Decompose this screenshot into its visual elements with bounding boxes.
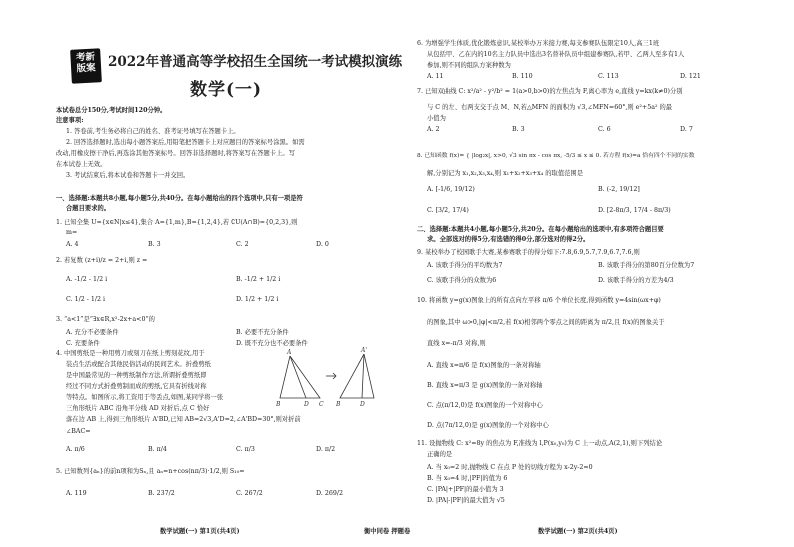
question-4-line: 落在边 AB 上,得到三角形纸片 A'BD,已知 AB=2√3,A'D=2,∠A'BD=30°,则对折前	[66, 416, 301, 423]
q3-option-d: D. 既不充分也不必要条件	[236, 340, 308, 347]
question-9: 9. 某校举办了校园歌手大赛,某参赛歌手的得分如下:7.8,6.9,5.7,7.9,6.7,7.6,则	[417, 249, 640, 256]
question-7-line: 与 C 的左、右两支交于点 M、N,若△MFN 的面积为 √3,∠MFN=60°,则 e²+5a² 的最	[427, 104, 673, 111]
question-6-line: 参加,则不同的组队方案种数为	[427, 62, 511, 69]
subject-title: 数学(一)	[190, 80, 263, 100]
section2-heading: 二、选择题:本题共4小题,每小题5分,共20分。在每小题给出的选项中,有多项符合题目要	[417, 226, 664, 233]
question-10: 10. 将函数 y=g(x)图象上的所有点向左平移 π/6 个单位长度,得到函数 y=4sin(ωx+φ)	[417, 297, 661, 304]
label-a: A	[287, 349, 292, 356]
center-footer: 衡中同卷 押题卷	[364, 528, 411, 535]
question-4-line: 是中国最常见的一种剪纸制作方法,所谓折叠剪纸即	[66, 372, 207, 379]
note-line: 2. 回答选择题时,选出每小题答案后,用铅笔把答题卡上对应题目的答案标号涂黑。如需	[66, 139, 305, 146]
fold-line	[362, 354, 364, 398]
question-4: 4. 中国剪纸是一种用剪刀或刻刀在纸上剪刻花纹,用于	[56, 350, 205, 357]
q4-option-d: D. π/2	[316, 446, 336, 453]
folded-triangle	[340, 354, 374, 398]
q3-option-c: C. 充要条件	[66, 340, 100, 347]
note-line: 在本试卷上无效。	[56, 161, 107, 168]
q11-option-c: C. |PA|+|PF|的最小值为 3	[427, 486, 504, 493]
q1-option-d: D. 0	[316, 241, 329, 248]
q11-option-b: B. 当 x₀=4 时,|PF|的值为 6	[427, 475, 508, 482]
question-10-line: 的图象,其中 ω>0,|φ|<π/2,若 f(x)相邻两个零点之间的距离为 π/2,且 f(x)的图象关于	[427, 319, 665, 326]
question-6-line: 从包括甲、乙在内的10名主力队员中选出3名替补队员中组建参赛队,若甲、乙两人至多有1人	[427, 51, 685, 58]
q10-option-b: B. 直线 x=π/3 是 g(x)图象的一条对称轴	[427, 382, 543, 389]
q9-option-a: A. 该歌手得分的平均数为7	[427, 262, 503, 269]
label-a-prime: A'	[361, 347, 367, 354]
question-7: 7. 已知双曲线 C: x²/a² - y²/b² = 1(a>0,b>0)的左焦点为 F,离心率为 e,直线 y=kx(k≠0)分别	[417, 88, 683, 95]
question-10-line: 直线 x=-π/3 对称,则	[427, 340, 486, 347]
question-11-line: 正确的是	[427, 451, 453, 458]
question-4-line: 三角形纸片 ABC 沿角平分线 AD 对折后,点 C 恰好	[66, 405, 210, 412]
question-6: 6. 为增强学生体质,优化锻炼意识,某校举办万米接力赛,每支参赛队伍限定10人,高三1班	[417, 40, 660, 47]
logo-text-1: 考新	[75, 51, 96, 64]
section1-heading-cont: 合题目要求的。	[66, 205, 111, 212]
q4-option-b: B. π/4	[148, 446, 167, 453]
q8-option-b: B. (-2, 19/12]	[598, 186, 640, 193]
folded-triangle-figure	[276, 346, 388, 408]
q5-option-b: B. 237/2	[148, 490, 175, 497]
q11-option-a: A. 当 x₀=2 时,抛物线 C 在点 P 处的切线方程为 x-2y-2=0	[427, 464, 593, 471]
section2-heading-cont: 求。全部选对的得5分,有选错的得0分,部分选对的得2分。	[427, 236, 590, 243]
question-4-line: 经过不同方式折叠剪制而成的剪纸,它具有折线对称	[66, 383, 207, 390]
question-4-line: 装点生活或配合其他民俗活动的民间艺术。折叠剪纸	[66, 361, 211, 368]
q1-option-b: B. 3	[148, 241, 161, 248]
label-b2: B	[336, 401, 341, 408]
q7-option-a: A. 2	[427, 126, 440, 133]
q4-option-a: A. π/6	[66, 446, 85, 453]
question-5: 5. 已知数列{aₙ}的前n项和为Sₙ,且 aₙ=n+cos(nπ/3)·1/2,则 S₁₀=	[56, 468, 245, 475]
q6-option-b: B. 110	[512, 73, 533, 80]
q6-option-c: C. 113	[598, 73, 619, 80]
q6-option-a: A. 11	[427, 73, 444, 80]
label-c: C	[319, 401, 324, 408]
q2-option-b: B. -1/2 + 1/2 i	[236, 276, 281, 283]
note-line: 1. 答卷前,考生务必将自己的姓名、准考证号填写在答题卡上。	[66, 128, 240, 135]
q4-option-c: C. π/3	[236, 446, 255, 453]
q8-option-d: D. [2-8π/3, 17/4 - 8π/3)	[598, 207, 671, 214]
label-b: B	[276, 401, 281, 408]
q7-option-c: C. 6	[598, 126, 611, 133]
exam-title: 2022年普通高等学校招生全国统一考试模拟演练	[108, 54, 403, 70]
question-1: 1. 已知全集 U={x∈N|x≤4},集合 A={1,m},B={1,2,4},若 ∁U(A∩B)={0,2,3},则	[56, 219, 298, 226]
question-4-line: 等特点。如图所示,将工资用于等丢点,如图,某同学将一张	[66, 394, 224, 401]
q11-option-d: D. |PA|-|PF|的最大值为 √5	[427, 497, 505, 504]
question-4-line: ∠BAC=	[66, 428, 91, 435]
label-d: D	[304, 401, 309, 408]
question-11: 11. 设抛物线 C: x²=8y 的焦点为 F,准线为 l,P(x₀,y₀)为 C 上一动点,A(2,1),则下列结论	[417, 440, 663, 447]
section1-heading: 一、选择题:本题共8小题,每小题5分,共40分。在每小题给出的四个选项中,只有一项是符	[56, 195, 303, 202]
q1-option-c: C. 2	[236, 241, 249, 248]
question-2: 2. 若复数 (z+i)/z = 2+i,则 z =	[56, 257, 148, 264]
q10-option-d: D. 点(7π/12,0)是 g(x)图象的一个对称中心	[427, 422, 549, 429]
q5-option-c: C. 267/2	[236, 490, 263, 497]
q3-option-b: B. 必要不充分条件	[236, 329, 289, 336]
question-1-cont: m=	[66, 229, 78, 236]
q7-option-b: B. 3	[512, 126, 525, 133]
question-8-line: 解,分别记为 x₁,x₂,x₃,x₄,则 x₁+x₂+x₃+x₄ 的取值范围是	[427, 170, 584, 177]
label-d2: D	[360, 401, 365, 408]
question-8: 8. 已知函数 f(x)= { |log₂x|, x>0, √3 sin πx - cos πx, -5/3 ≤ x ≤ 0. 若方程 f(x)=a 恰有四个不同的实数	[417, 153, 695, 159]
q9-option-c: C. 该歌手得分的众数为6	[427, 277, 497, 284]
q2-option-a: A. -1/2 - 1/2 i	[66, 276, 108, 283]
q10-option-c: C. 点(π/12,0)是 f(x)图象的一个对称中心	[427, 402, 543, 409]
note-line: 改动,用橡皮擦干净后,再选涂其他答案标号。回答非选择题时,将答案写在答题卡上。写	[56, 150, 295, 157]
q8-option-a: A. [-1/6, 19/12)	[427, 186, 475, 193]
q10-option-a: A. 直线 x=π/6 是 f(x)图象的一条对称轴	[427, 362, 541, 369]
question-3: 3. “a<1”是“∃x∈R,x²-2x+a<0”的	[56, 316, 155, 323]
left-page-footer: 数学试题(一) 第1页(共4页)	[160, 528, 240, 535]
q5-option-a: A. 119	[66, 490, 87, 497]
q2-option-c: C. 1/2 - 1/2 i	[66, 296, 106, 303]
question-7-line: 小值为	[427, 115, 446, 122]
q7-option-d: D. 7	[680, 126, 693, 133]
notes-heading: 注意事项:	[56, 117, 84, 124]
q9-option-b: B. 该歌手得分的第80百分位数为7	[598, 262, 695, 269]
logo-text-2: 版案	[76, 62, 96, 75]
q6-option-d: D. 121	[680, 73, 701, 80]
q9-option-d: D. 该歌手得分的方差为4/3	[598, 277, 674, 284]
angle-bisector-ad	[290, 356, 306, 398]
triangle-abc	[280, 356, 320, 398]
q2-option-d: D. 1/2 + 1/2 i	[236, 296, 279, 303]
q3-option-a: A. 充分不必要条件	[66, 329, 119, 336]
publisher-logo	[70, 48, 102, 84]
note-line: 3. 考试结束后,将本试卷和答题卡一并交回。	[66, 172, 190, 179]
exam-info: 本试卷总分150分,考试时间120分钟。	[56, 107, 167, 114]
right-page-footer: 数学试题(一) 第2页(共4页)	[538, 528, 618, 535]
q1-option-a: A. 4	[66, 241, 79, 248]
q8-option-c: C. [3/2, 17/4)	[427, 207, 469, 214]
q5-option-d: D. 269/2	[316, 490, 343, 497]
